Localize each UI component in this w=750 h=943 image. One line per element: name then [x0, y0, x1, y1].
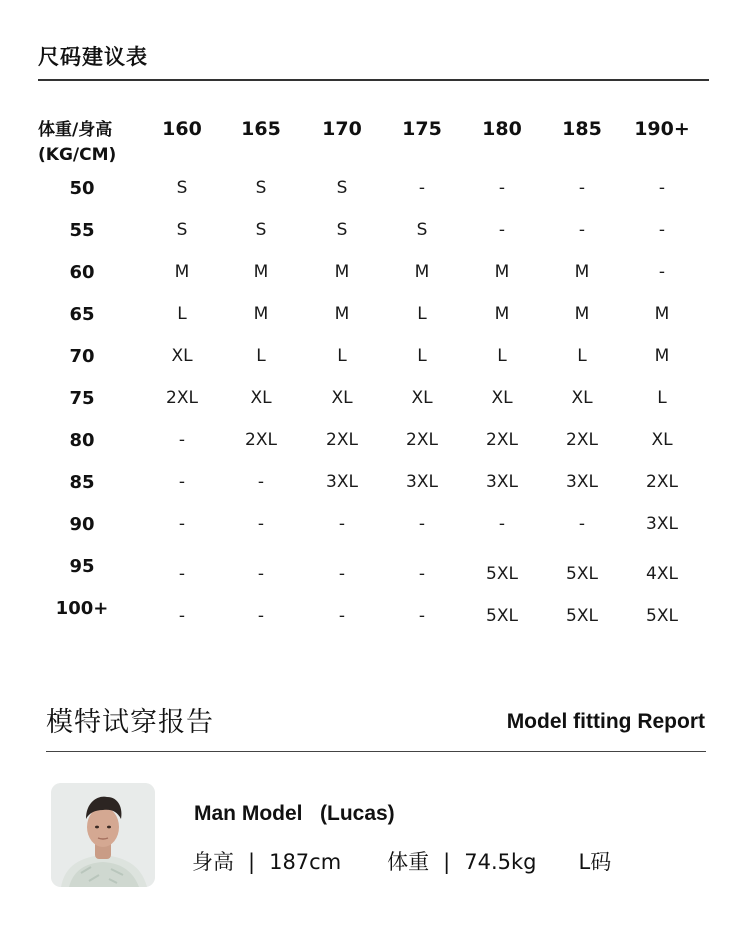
size-cell: M — [494, 262, 510, 282]
size-cell: 5XL — [486, 564, 518, 584]
size-cell: S — [176, 178, 188, 198]
size-cell: 5XL — [566, 606, 598, 626]
size-cell: M — [494, 304, 510, 324]
size-cell: L — [337, 346, 347, 366]
size-cell: 3XL — [486, 472, 518, 492]
size-cell: - — [498, 514, 506, 534]
size-cell: - — [418, 564, 426, 584]
size-cell: 4XL — [646, 564, 678, 584]
size-cell: 3XL — [566, 472, 598, 492]
size-cell: S — [255, 178, 267, 198]
fitting-report-title: 模特试穿报告 — [46, 707, 214, 738]
size-cell: M — [253, 304, 269, 324]
size-cell: - — [257, 564, 265, 584]
size-cell: - — [498, 220, 506, 240]
weight-cell: 60 — [69, 262, 95, 283]
size-cell: - — [178, 430, 186, 450]
size-cell: L — [417, 304, 427, 324]
title-divider — [38, 79, 709, 81]
size-cell: XL — [331, 388, 353, 408]
table-header-label — [38, 118, 116, 168]
size-cell: M — [414, 262, 430, 282]
height-header-5: 185 — [562, 118, 602, 140]
weight-cell: 95 — [69, 556, 95, 577]
weight-cell: 75 — [69, 388, 95, 409]
size-cell: 2XL — [166, 388, 198, 408]
size-cell: 3XL — [646, 514, 678, 534]
header-label-line1: 体重/身高 — [38, 120, 113, 140]
weight-label: 体重 — [387, 850, 430, 874]
height-header-0: 160 — [162, 118, 202, 140]
size-cell: - — [178, 514, 186, 534]
size-cell: XL — [491, 388, 513, 408]
size-cell: - — [658, 262, 666, 282]
size-cell: - — [418, 178, 426, 198]
size-cell: - — [257, 514, 265, 534]
size-cell: L — [256, 346, 266, 366]
size-cell: M — [253, 262, 269, 282]
header-label-line2: (KG/CM) — [38, 145, 117, 165]
weight-cell: 90 — [69, 514, 95, 535]
size-cell: S — [416, 220, 428, 240]
size-cell: 2XL — [245, 430, 277, 450]
size-cell: - — [178, 606, 186, 626]
size-cell: 5XL — [646, 606, 678, 626]
height-header-4: 180 — [482, 118, 522, 140]
size-cell: - — [498, 178, 506, 198]
size-cell: XL — [411, 388, 433, 408]
model-name: Man Model (Lucas) — [194, 802, 395, 825]
size-cell: - — [338, 606, 346, 626]
size-cell: - — [178, 472, 186, 492]
size-cell: XL — [651, 430, 673, 450]
size-cell: 2XL — [566, 430, 598, 450]
size-chart-title: 尺码建议表 — [38, 45, 148, 69]
weight-cell: 50 — [69, 178, 95, 199]
height-label: 身高 — [192, 850, 234, 874]
model-avatar-icon — [51, 783, 155, 887]
weight-cell: 80 — [69, 430, 95, 451]
fitting-report-subtitle: Model fitting Report — [506, 710, 705, 733]
height-header-1: 165 — [241, 118, 281, 140]
weight-cell: 70 — [69, 346, 95, 367]
size-cell: - — [578, 178, 586, 198]
size-cell: 5XL — [486, 606, 518, 626]
height-value: 187cm — [269, 850, 342, 874]
size-cell: M — [654, 346, 670, 366]
weight-separator: | — [443, 850, 451, 874]
size-cell: 2XL — [646, 472, 678, 492]
report-divider — [46, 751, 706, 752]
size-cell: - — [578, 220, 586, 240]
weight-cell: 55 — [69, 220, 95, 241]
size-cell: - — [658, 220, 666, 240]
size-cell: 2XL — [406, 430, 438, 450]
size-cell: - — [418, 606, 426, 626]
size-value: L码 — [578, 850, 612, 874]
size-cell: M — [334, 262, 350, 282]
size-cell: L — [177, 304, 187, 324]
size-cell: M — [174, 262, 190, 282]
size-cell: XL — [250, 388, 272, 408]
size-cell: - — [338, 564, 346, 584]
size-cell: M — [654, 304, 670, 324]
size-cell: S — [336, 220, 348, 240]
size-cell: L — [577, 346, 587, 366]
size-cell: 5XL — [566, 564, 598, 584]
height-header-2: 170 — [322, 118, 362, 140]
size-cell: 3XL — [326, 472, 358, 492]
size-cell: L — [657, 388, 667, 408]
weight-cell: 65 — [69, 304, 95, 325]
size-cell: XL — [571, 388, 593, 408]
height-header-6: 190+ — [634, 118, 690, 140]
size-cell: S — [255, 220, 267, 240]
size-cell: - — [338, 514, 346, 534]
size-cell: - — [578, 514, 586, 534]
size-cell: M — [334, 304, 350, 324]
size-cell: M — [574, 304, 590, 324]
weight-value: 74.5kg — [464, 850, 537, 874]
size-cell: - — [257, 606, 265, 626]
size-cell: S — [176, 220, 188, 240]
size-cell: - — [178, 564, 186, 584]
height-separator: | — [248, 850, 256, 874]
size-cell: - — [658, 178, 666, 198]
size-cell: L — [497, 346, 507, 366]
size-cell: 2XL — [326, 430, 358, 450]
size-cell: S — [336, 178, 348, 198]
size-cell: XL — [171, 346, 193, 366]
size-cell: - — [257, 472, 265, 492]
weight-cell: 100+ — [55, 598, 109, 619]
model-photo — [51, 783, 155, 887]
size-cell: 2XL — [486, 430, 518, 450]
weight-cell: 85 — [69, 472, 95, 493]
size-cell: M — [574, 262, 590, 282]
size-cell: 3XL — [406, 472, 438, 492]
model-stats — [192, 846, 611, 876]
height-header-3: 175 — [402, 118, 442, 140]
size-cell: L — [417, 346, 427, 366]
size-cell: - — [418, 514, 426, 534]
